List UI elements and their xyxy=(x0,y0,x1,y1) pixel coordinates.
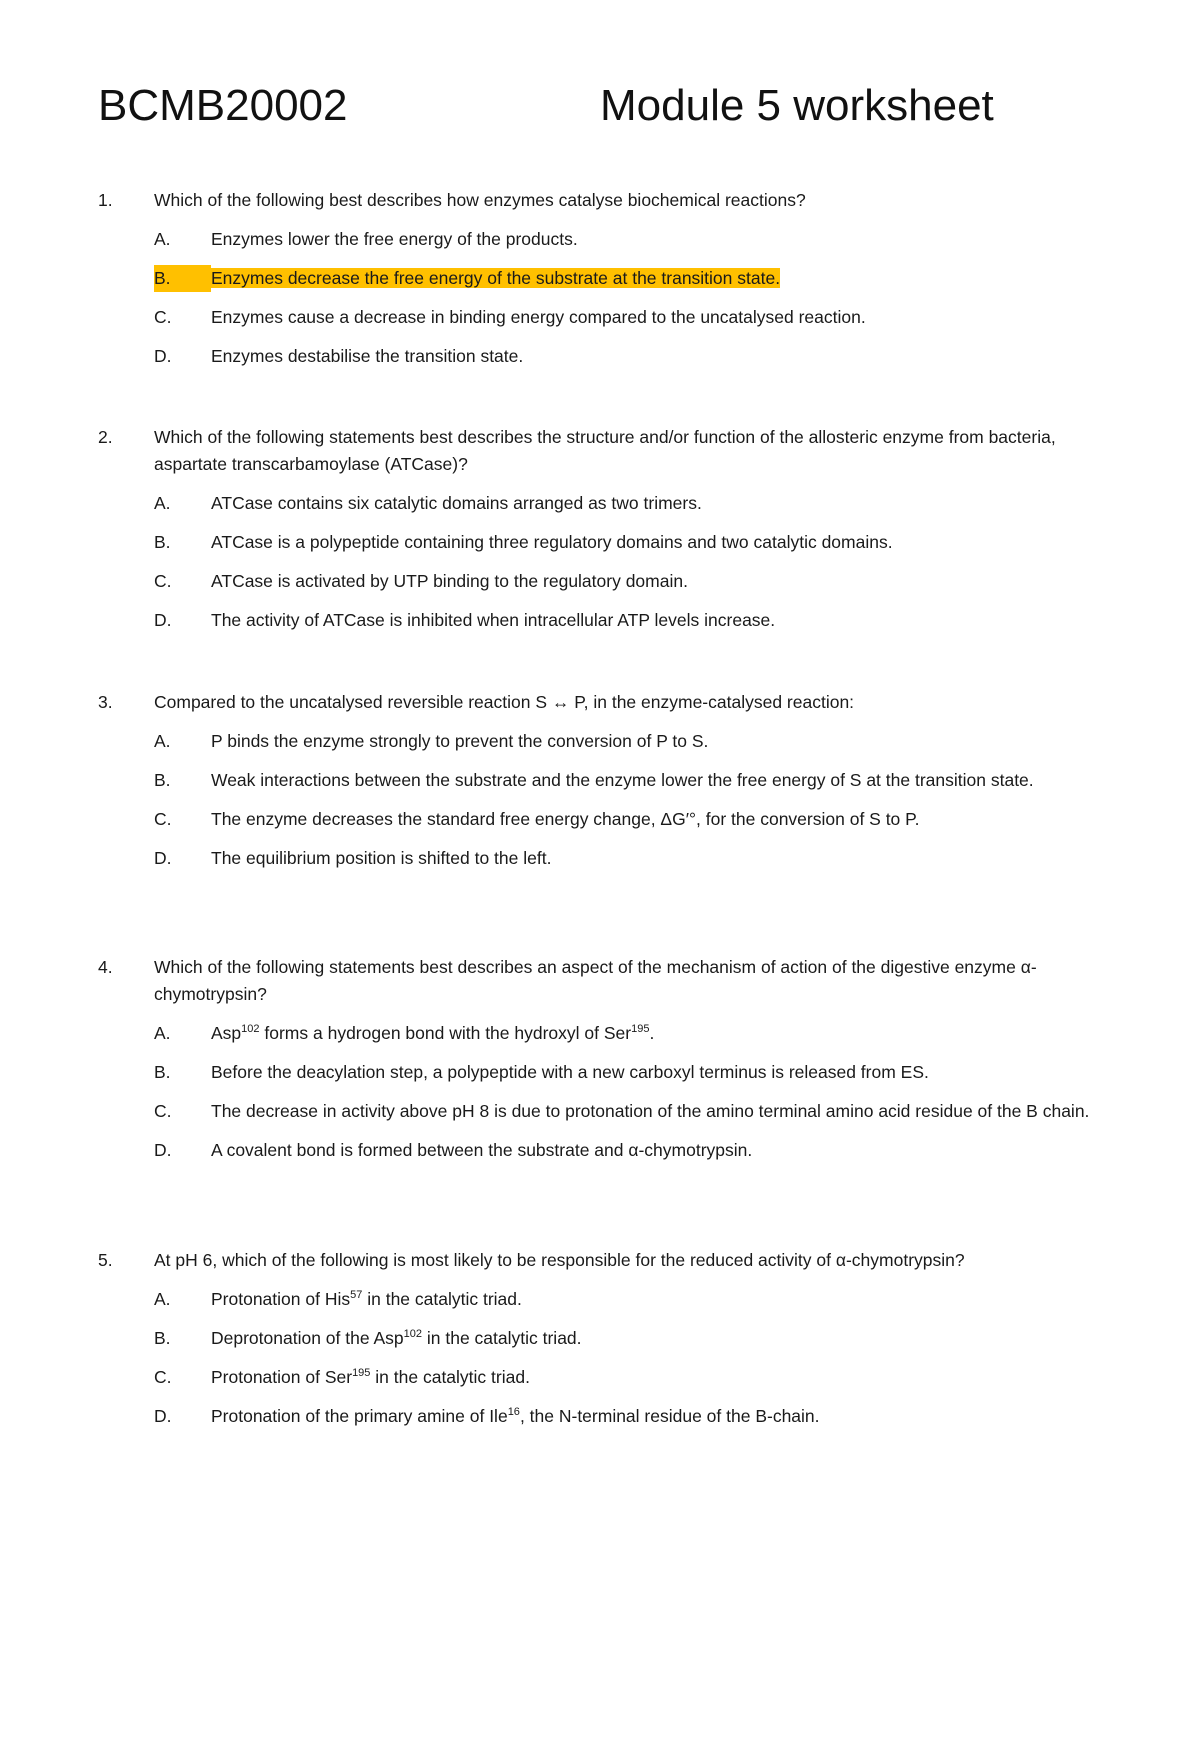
question-number: 3. xyxy=(98,692,113,712)
option-c xyxy=(0,1098,1200,1125)
question-stem xyxy=(0,187,1200,214)
option-letter: C. xyxy=(154,1101,172,1121)
option-d xyxy=(0,845,1200,872)
option-b xyxy=(0,1059,1200,1086)
option-text: Enzymes cause a decrease in binding energy compared to the uncatalysed reaction. xyxy=(211,307,866,327)
option-c xyxy=(0,304,1200,331)
option-letter: B. xyxy=(154,770,171,790)
option-letter: A. xyxy=(154,229,171,249)
option-text: ATCase is a polypeptide containing three regulatory domains and two catalytic domains. xyxy=(211,532,893,552)
question-number: 4. xyxy=(98,957,113,977)
option-letter: A. xyxy=(154,493,171,513)
superscript: 57 xyxy=(350,1289,363,1302)
option-text: The equilibrium position is shifted to the left. xyxy=(211,848,552,868)
option-b-highlighted xyxy=(0,265,1200,292)
question-3 xyxy=(0,689,1200,872)
option-text: Enzymes decrease the free energy of the substrate at the transition state. xyxy=(211,268,781,288)
option-c xyxy=(0,1364,1200,1391)
question-stem xyxy=(0,954,1200,1008)
option-text: Deprotonation of the Asp$^{102}$ in the catalytic triad. xyxy=(211,1328,582,1348)
option-letter: C. xyxy=(154,809,172,829)
option-text: The enzyme decreases the standard free energy change, ΔG′°, for the conversion of S to P. xyxy=(211,809,920,829)
option-a xyxy=(0,1020,1200,1047)
course-code: BCMB20002 xyxy=(98,81,348,130)
option-text: P binds the enzyme strongly to prevent the conversion of P to S. xyxy=(211,731,709,751)
option-d xyxy=(0,343,1200,370)
option-d xyxy=(0,607,1200,634)
question-text: Compared to the uncatalysed reversible reaction S ↔ P, in the enzyme-catalysed reaction: xyxy=(154,692,855,712)
option-text: Enzymes lower the free energy of the products. xyxy=(211,229,578,249)
option-text: Weak interactions between the substrate and the enzyme lower the free energy of S at the transition state. xyxy=(211,770,1034,790)
option-text: Protonation of His$^{57}$ in the catalytic triad. xyxy=(211,1289,522,1309)
option-b xyxy=(0,529,1200,556)
option-text: The decrease in activity above pH 8 is due to protonation of the amino terminal amino acid residue of the B chain. xyxy=(211,1101,1090,1121)
option-text: Protonation of the primary amine of Ile$^{16}$, the N-terminal residue of the B-chain. xyxy=(211,1406,820,1426)
superscript: 102 xyxy=(241,1023,260,1036)
option-letter: B. xyxy=(154,1328,171,1348)
question-stem xyxy=(0,1247,1200,1274)
option-a xyxy=(0,226,1200,253)
option-letter: A. xyxy=(154,1289,171,1309)
question-2 xyxy=(0,424,1200,634)
option-letter: D. xyxy=(154,1140,172,1160)
page-header xyxy=(98,78,1058,134)
question-text: Which of the following best describes how enzymes catalyse biochemical reactions? xyxy=(154,190,806,210)
option-d xyxy=(0,1403,1200,1430)
option-a xyxy=(0,1286,1200,1313)
option-b xyxy=(0,767,1200,794)
option-letter: A. xyxy=(154,1023,171,1043)
question-1 xyxy=(0,187,1200,370)
option-text: Enzymes destabilise the transition state. xyxy=(211,346,524,366)
option-d xyxy=(0,1137,1200,1164)
question-stem xyxy=(0,689,1200,716)
option-letter: D. xyxy=(154,610,172,630)
option-text: Before the deacylation step, a polypeptide with a new carboxyl terminus is released from ES. xyxy=(211,1062,929,1082)
worksheet-title: Module 5 worksheet xyxy=(600,81,994,130)
question-number: 2. xyxy=(98,427,113,447)
option-letter: B. xyxy=(154,532,171,552)
option-letter: D. xyxy=(154,1406,172,1426)
option-letter: C. xyxy=(154,1367,172,1387)
option-letter: C. xyxy=(154,571,172,591)
option-text: A covalent bond is formed between the substrate and α-chymotrypsin. xyxy=(211,1140,753,1160)
question-5 xyxy=(0,1247,1200,1430)
option-letter: B. xyxy=(154,1062,171,1082)
superscript: 195 xyxy=(631,1023,650,1036)
option-text: The activity of ATCase is inhibited when intracellular ATP levels increase. xyxy=(211,610,776,630)
option-text: Protonation of Ser$^{195}$ in the catalytic triad. xyxy=(211,1367,530,1387)
option-letter: B. xyxy=(154,265,211,292)
question-stem xyxy=(0,424,1200,478)
question-4 xyxy=(0,954,1200,1164)
option-text: Asp$^{102}$ forms a hydrogen bond with the hydroxyl of Ser$^{195}$. xyxy=(211,1023,655,1043)
question-text: Which of the following statements best describes an aspect of the mechanism of action of the digestive enzyme α-chymotrypsin? xyxy=(154,957,1037,1004)
question-number: 5. xyxy=(98,1250,113,1270)
option-text: ATCase is activated by UTP binding to the regulatory domain. xyxy=(211,571,688,591)
superscript: 195 xyxy=(352,1367,371,1380)
option-c xyxy=(0,568,1200,595)
question-number: 1. xyxy=(98,190,113,210)
superscript: 16 xyxy=(507,1406,520,1419)
option-a xyxy=(0,490,1200,517)
option-text: ATCase contains six catalytic domains arranged as two trimers. xyxy=(211,493,702,513)
question-text: At pH 6, which of the following is most likely to be responsible for the reduced activity of α-chymotrypsin? xyxy=(154,1250,965,1270)
question-text: Which of the following statements best describes the structure and/or function of the allosteric enzyme from bacteria, aspartate transcarbamoylase (ATCase)? xyxy=(154,427,1056,474)
option-a xyxy=(0,728,1200,755)
option-letter: D. xyxy=(154,346,172,366)
option-c xyxy=(0,806,1200,833)
option-letter: C. xyxy=(154,307,172,327)
option-letter: A. xyxy=(154,731,171,751)
superscript: 102 xyxy=(403,1328,422,1341)
option-b xyxy=(0,1325,1200,1352)
option-letter: D. xyxy=(154,848,172,868)
